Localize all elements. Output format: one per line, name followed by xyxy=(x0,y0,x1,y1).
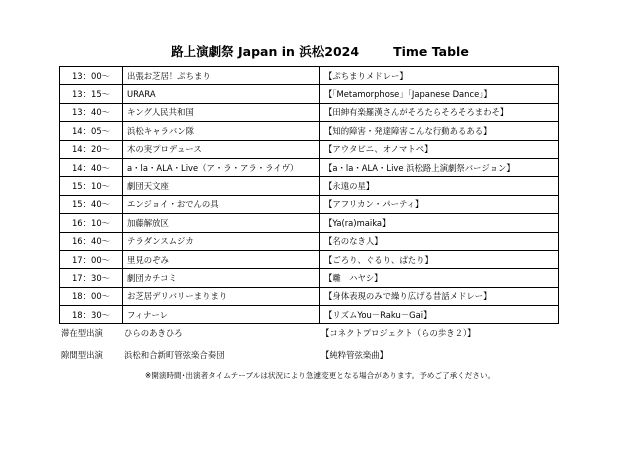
program-cell: 【Ya(ra)maika】 xyxy=(320,214,559,232)
table-row xyxy=(60,269,559,287)
footer-note: ※開演時間･出演者タイムテーブルは状況により急遽変更となる場合があります。予めご了承ください。 xyxy=(144,371,496,380)
time-cell: 18：00～ xyxy=(60,287,123,305)
performer-cell: 劇団天文座 xyxy=(123,177,320,195)
extra-program: 【コネクトプロジェクト（らの歩き２）】 xyxy=(321,328,476,338)
performer-cell: テラダンスムジカ xyxy=(123,232,320,250)
extra-name: ひらのあきひろ xyxy=(124,328,183,338)
program-cell: 【囃 ハヤシ】 xyxy=(320,269,559,287)
time-cell: 18：30～ xyxy=(60,306,123,324)
extra-name: 浜松和合新町管弦楽合奏団 xyxy=(124,350,225,360)
performer-cell: エンジョイ・おでんの具 xyxy=(123,195,320,213)
time-cell: 14：20～ xyxy=(60,140,123,158)
performer-cell: キング人民共和国 xyxy=(123,103,320,121)
program-cell: 【a・la・ALA・Live 浜松路上演劇祭バージョン】 xyxy=(320,158,559,176)
performer-cell: 加藤解放区 xyxy=(123,214,320,232)
program-cell: 【知的障害・発達障害こんな行動あるある】 xyxy=(320,122,559,140)
page-title xyxy=(0,42,640,60)
table-row xyxy=(60,103,559,121)
table-row xyxy=(60,122,559,140)
timetable xyxy=(59,66,559,324)
extra-program: 【純粋管弦楽曲】 xyxy=(321,350,388,360)
table-row xyxy=(60,158,559,176)
program-cell: 【名のなき人】 xyxy=(320,232,559,250)
time-cell: 17：00～ xyxy=(60,250,123,268)
program-cell: 【身体表現のみで繰り広げる昔話メドレー】 xyxy=(320,287,559,305)
program-cell: 【ごろり、ぐるり、ぱたり】 xyxy=(320,250,559,268)
subtitle-text: Time Table xyxy=(393,44,469,59)
table-row xyxy=(60,67,559,85)
performer-cell: 木の実プロデュース xyxy=(123,140,320,158)
table-row xyxy=(60,232,559,250)
performer-cell: URARA xyxy=(123,85,320,103)
time-cell: 13：40～ xyxy=(60,103,123,121)
time-cell: 15：40～ xyxy=(60,195,123,213)
time-cell: 13：15～ xyxy=(60,85,123,103)
performer-cell: フィナーレ xyxy=(123,306,320,324)
time-cell: 17：30～ xyxy=(60,269,123,287)
performer-cell: a・la・ALA・Live（ア・ラ・アラ・ライヴ） xyxy=(123,158,320,176)
table-row xyxy=(60,195,559,213)
time-cell: 14：05～ xyxy=(60,122,123,140)
table-row xyxy=(60,177,559,195)
performer-cell: 里見のぞみ xyxy=(123,250,320,268)
program-cell: 【リズムYou－Raku－Gai】 xyxy=(320,306,559,324)
table-row xyxy=(60,306,559,324)
program-cell: 【永遠の星】 xyxy=(320,177,559,195)
extra-label: 隙間型出演 xyxy=(61,350,103,360)
program-cell: 【アウタピニ、オノマトペ】 xyxy=(320,140,559,158)
time-cell: 15：10～ xyxy=(60,177,123,195)
extra-label: 滞在型出演 xyxy=(61,328,103,338)
table-row xyxy=(60,140,559,158)
time-cell: 16：10～ xyxy=(60,214,123,232)
table-row xyxy=(60,214,559,232)
title-text: 路上演劇祭 Japan in 浜松2024 xyxy=(171,44,360,59)
performer-cell: 浜松キャラバン隊 xyxy=(123,122,320,140)
program-cell: 【田紳有楽羅漢さんがそろたらそろそろまわそ】 xyxy=(320,103,559,121)
time-cell: 14：40～ xyxy=(60,158,123,176)
program-cell: 【「Metamorphose」「Japanese Dance」】 xyxy=(320,85,559,103)
time-cell: 13：00～ xyxy=(60,67,123,85)
time-cell: 16：40～ xyxy=(60,232,123,250)
table-row xyxy=(60,287,559,305)
performer-cell: お芝居デリバリーまりまり xyxy=(123,287,320,305)
program-cell: 【ぷちまりメドレー】 xyxy=(320,67,559,85)
performer-cell: 出張お芝居！ぷちまり xyxy=(123,67,320,85)
program-cell: 【アフリカン・パーティ】 xyxy=(320,195,559,213)
table-row xyxy=(60,85,559,103)
performer-cell: 劇団カチコミ xyxy=(123,269,320,287)
table-row xyxy=(60,250,559,268)
